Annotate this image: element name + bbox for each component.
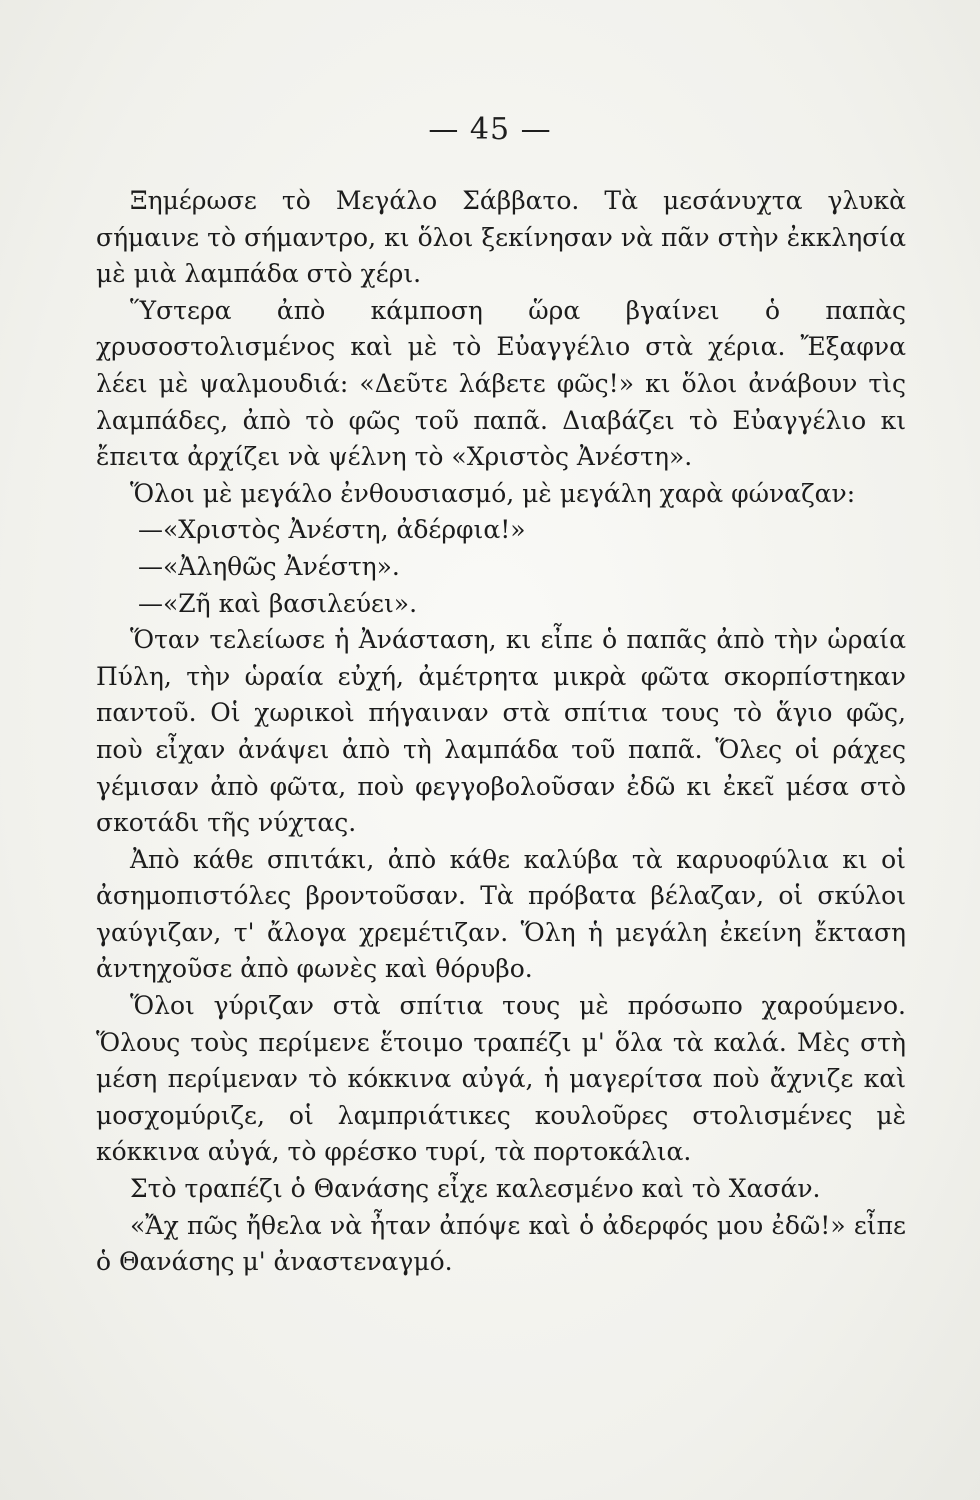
paragraph-7: Στὸ τραπέζι ὁ Θανάσης εἶχε καλεσμένο καὶ τὸ Χασάν.	[130, 1174, 821, 1204]
paragraph-3: Ὅλοι μὲ μεγάλο ἐνθουσιασμό, μὲ μεγάλη χαρὰ φώναζαν:	[130, 478, 856, 508]
page-number: — 45 —	[428, 112, 552, 147]
paragraph-4: Ὅταν τελείωσε ἡ Ἀνάσταση, κι εἶπε ὁ παπᾶς ἀπὸ τὴν ὡραία Πύλη, τὴν ὡραία εὐχή, ἀμέτρητα μικρὰ φῶτα σκορπίστηκαν παντοῦ. Οἱ χωρικοὶ πήγαιναν στὰ σπίτια τους τὸ ἅγιο φῶς, ποὺ εἶχαν ἀνάψει ἀπὸ τὴ λαμπάδα τοῦ παπᾶ. Ὅλες οἱ ράχες γέμισαν ἀπὸ φῶτα, ποὺ φεγγοβολοῦσαν ἐδῶ κι ἐκεῖ μέσα στὸ σκοτάδι τῆς νύχτας.	[96, 625, 906, 838]
paragraph-8: «Ἄχ πῶς ἤθελα νὰ ἦταν ἀπόψε καὶ ὁ ἀδερφός μου ἐδῶ!» εἶπε ὁ Θανάσης μ' ἀναστεναγμό.	[96, 1210, 906, 1277]
dialogue-line-3: —«Ζῆ καὶ βασιλεύει».	[138, 588, 418, 618]
paragraph-2: Ὕστερα ἀπὸ κάμποση ὥρα βγαίνει ὁ παπὰς χρυσοστολισμένος καὶ μὲ τὸ Εὐαγγέλιο στὰ χέρια. Ἔξαφνα λέει μὲ ψαλμουδιά: «Δεῦτε λάβετε φῶς!» κι ὅλοι ἀνάβουν τὶς λαμπάδες, ἀπὸ τὸ φῶς τοῦ παπᾶ. Διαβάζει τὸ Εὐαγγέλιο κι ἔπειτα ἀρχίζει νὰ ψέλνη τὸ «Χριστὸς Ἀνέστη».	[96, 295, 906, 472]
paragraph-1: Ξημέρωσε τὸ Μεγάλο Σάββατο. Τὰ μεσάνυχτα γλυκὰ σήμαινε τὸ σήμαντρο, κι ὅλοι ξεκίνησαν νὰ πᾶν στὴν ἐκκλησία μὲ μιὰ λαμπάδα στὸ χέρι.	[96, 186, 906, 289]
paragraph-5: Ἀπὸ κάθε σπιτάκι, ἀπὸ κάθε καλύβα τὰ καρυοφύλια κι οἱ ἀσημοπιστόλες βροντοῦσαν. Τὰ πρόβατα βέλαζαν, οἱ σκύλοι γαύγιζαν, τ' ἄλογα χρεμέτιζαν. Ὅλη ἡ μεγάλη ἐκείνη ἔκταση ἀντηχοῦσε ἀπὸ φωνὲς καὶ θόρυβο.	[96, 844, 906, 984]
dialogue-line-2: —«Ἀληθῶς Ἀνέστη».	[138, 551, 400, 581]
page-text	[96, 183, 906, 1281]
paragraph-6: Ὅλοι γύριζαν στὰ σπίτια τους μὲ πρόσωπο χαρούμενο. Ὅλους τοὺς περίμενε ἕτοιμο τραπέζι μ' ὅλα τὰ καλά. Μὲς στὴ μέση περίμεναν τὸ κόκκινα αὐγά, ἡ μαγερίτσα ποὺ ἄχνιζε καὶ μοσχομύριζε, οἱ λαμπριάτικες κουλοῦρες στολισμένες μὲ κόκκινα αὐγά, τὸ φρέσκο τυρί, τὰ πορτοκάλια.	[96, 991, 906, 1167]
dialogue-line-1: —«Χριστὸς Ἀνέστη, ἀδέρφια!»	[138, 515, 526, 545]
